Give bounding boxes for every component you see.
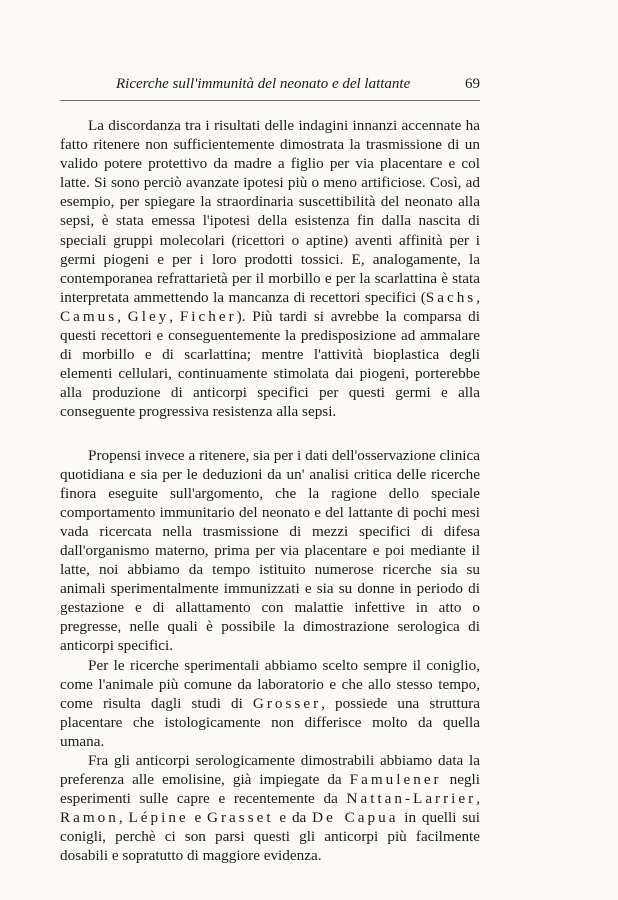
text-run: in quelli sui conigli, perchè ci son parsi questi gli anticorpi più facilmente dosabili e sopratutto di maggiore evidenza. <box>60 809 480 865</box>
author-name: De Capua <box>312 809 399 827</box>
author-name: Famulener <box>349 771 442 789</box>
text-run: , <box>169 307 180 325</box>
author-name: Camus <box>60 307 118 325</box>
body-text <box>60 116 480 866</box>
author-name: Nattan-Larrier <box>346 790 477 808</box>
text-run: Per le ricerche sperimentali abbiamo scelto sempre il coniglio, come l'animale più comune da laboratorio e che allo stesso tempo, come risulta dagli studi di <box>60 656 480 712</box>
page-number: 69 <box>465 76 480 92</box>
author-name: Lépine <box>128 809 189 827</box>
text-run: , <box>476 288 480 306</box>
text-run: e <box>188 809 208 827</box>
text-run: , <box>118 809 129 827</box>
text-run: e da <box>273 809 313 827</box>
paragraph <box>60 446 480 656</box>
running-header <box>60 76 480 96</box>
paragraph <box>60 116 480 422</box>
author-name: Ficher <box>179 307 237 325</box>
author-name: Grosser <box>252 694 322 712</box>
text-run: negli esperimenti sulle capre e recentemente da <box>60 771 481 808</box>
running-title: Ricerche sull'immunità del neonato e del lattante <box>116 76 411 92</box>
text-run: ). Più tardi si avrebbe la comparsa di questi recettori e conseguentemente la predisposizione ad ammalare di morbillo e di scarlattina; mentre l'attività bioplastica degli elementi cellulari, continuamente stimolata dai piogeni, porterebbe alla produzione di anticorpi specifici per questi germi e alla conseguente progressiva resistenza alla sepsi. <box>60 307 480 421</box>
text-run: , <box>117 307 128 325</box>
text-run: La discordanza tra i risultati delle indagini innanzi accennate ha fatto ritenere non sufficientemente dimostrata la trasmissione di un valido potere protettivo da madre a figlio per via placentare e col latte. Si sono perciò avanzate ipotesi più o meno artificiose. Così, ad esempio, per spiegare la straordinaria suscettibilità del neonato alla sepsi, è stata emessa l'ipotesi della esistenza fin dalla nascita di speciali gruppi molecolari (ricettori o aptine) aventi affinità per i germi piogeni e per i loro prodotti tossici. E, analogamente, la contemporanea refrattarietà per il morbillo e per la scarlattina è stata interpretata ammettendo la mancanza di recettori specifici ( <box>60 117 480 306</box>
header-rule <box>60 100 480 101</box>
author-name: Sachs <box>425 288 477 306</box>
paragraph <box>60 751 480 866</box>
text-run: Propensi invece a ritenere, sia per i dati dell'osservazione clinica quotidiana e sia per le deduzioni da un' analisi critica delle ricerche finora eseguite sull'argomento, che la ragione dello speciale comportamento immunitario del neonato e del lattante di pochi mesi vada ricercata nella trasmissione di mezzi specifici di difesa dall'organismo materno, prima per via placentare e poi mediante il latte, noi abbiamo da tempo istituito numerose ricerche sia su animali sperimentalmente immunizzati e sia su donne in periodo di gestazione e di allattamento con malattie infettive in atto o pregresse, nelle quali è possibile la dimostrazione serologica di anticorpi specifici. <box>60 446 480 655</box>
text-run: , possiede una struttura placentare che istologicamente non differisce molto da quella umana. <box>60 694 480 750</box>
paragraph <box>60 656 480 751</box>
text-run: Fra gli anticorpi serologicamente dimostrabili abbiamo data la preferenza alle emolisine, già impiegate da <box>60 752 480 789</box>
text-run: , <box>476 790 480 808</box>
author-name: Gley <box>127 307 170 325</box>
author-name: Ramon <box>60 809 119 827</box>
author-name: Grasset <box>207 809 274 827</box>
